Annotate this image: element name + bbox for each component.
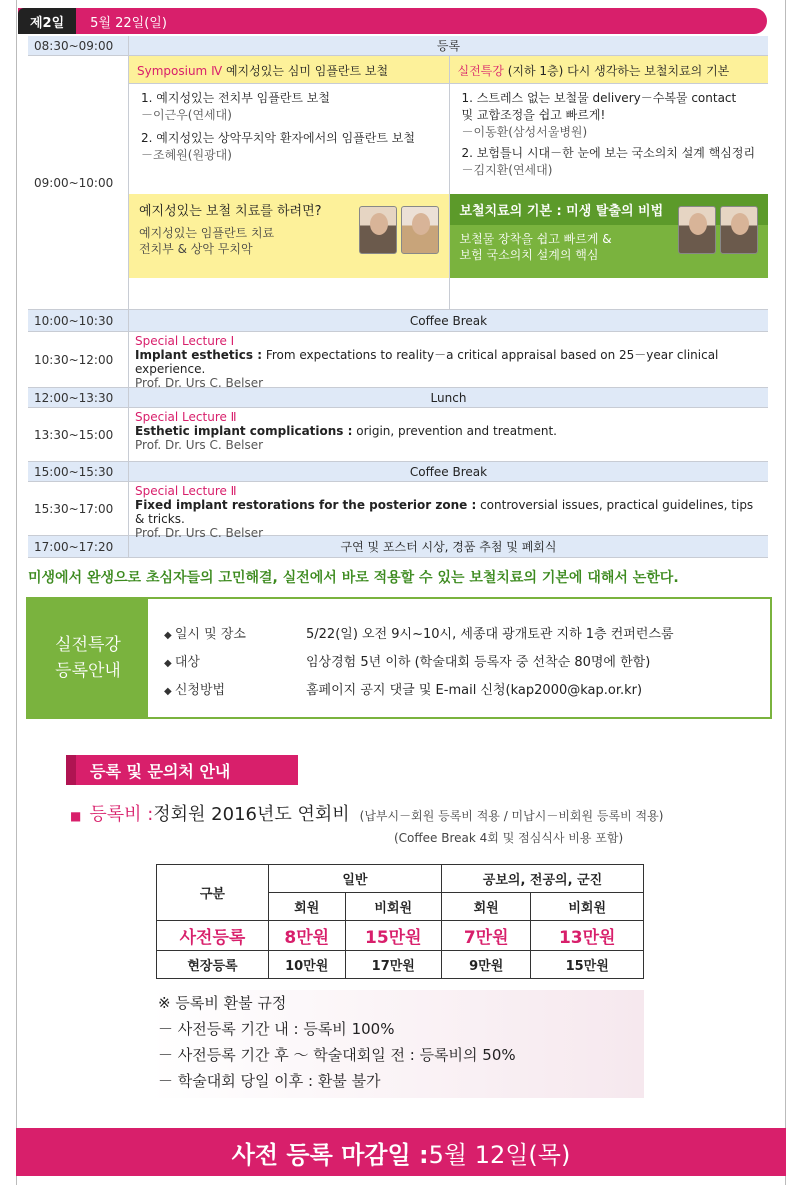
event-cell: Coffee Break — [128, 462, 768, 481]
info-value: 홈페이지 공지 댓글 및 E-mail 신청(kap2000@kap.or.kr) — [306, 683, 643, 698]
symposium-body — [450, 84, 769, 194]
symposium-title: 예지성있는 심미 임플란트 보철 — [225, 64, 389, 78]
speaker-photos — [359, 206, 439, 254]
schedule-row — [28, 482, 768, 540]
lecture-desc: From expectations to reality－a critical appraisal based on 25－year clinical experience. — [135, 348, 719, 376]
table-header: 일반 — [268, 865, 441, 893]
refund-line: ※ 등록비 환불 규정 — [158, 994, 287, 1012]
table-row — [157, 951, 644, 979]
time-cell: 10:00~10:30 — [34, 313, 114, 328]
time-cell: 15:00~15:30 — [34, 464, 114, 479]
symposium-header — [450, 56, 769, 84]
schedule-row — [28, 56, 768, 310]
time-cell: 12:00~13:30 — [34, 390, 114, 405]
lecture-cell — [128, 332, 768, 390]
schedule-row — [28, 332, 768, 388]
fee-table — [156, 864, 644, 979]
lecture-tag: Special Lecture Ⅱ — [135, 484, 237, 498]
schedule-row — [28, 408, 768, 462]
fee-label: 등록비 : — [89, 804, 154, 825]
table-row — [157, 921, 644, 951]
lecturer: Prof. Dr. Urs C. Belser — [135, 376, 264, 390]
footer-title: 보철치료의 기본 : 미생 탈출의 비법 — [450, 194, 769, 225]
section-title: 등록 및 문의처 안내 — [66, 755, 298, 785]
table-cell: 현장등록 — [157, 951, 269, 979]
info-lines — [148, 599, 690, 717]
info-label — [28, 599, 148, 717]
refund-line: － 사전등록 기간 후 ～ 학술대회일 전 : 등록비의 50% — [158, 1046, 516, 1064]
schedule-table — [28, 36, 768, 558]
symposium-title: (지하 1층) 다시 생각하는 보철치료의 기본 — [507, 64, 730, 78]
lecture-cell — [128, 482, 768, 540]
fee-note: (납부시－회원 등록비 적용 / 미납시－비회원 등록비 적용) — [359, 809, 664, 823]
speaker: －이동환(삼성서울병원) — [461, 125, 588, 139]
table-header: 공보의, 전공의, 군진 — [442, 865, 644, 893]
symposium-body — [129, 84, 449, 194]
table-cell: 7만원 — [442, 921, 531, 951]
info-value: 5/22(일) 오전 9시~10시, 세종대 광개토관 지하 1층 컨퍼런스룸 — [306, 627, 674, 642]
talk-title: 1. 스트레스 없는 보철물 delivery－수복물 contact — [461, 91, 737, 105]
info-line — [164, 621, 674, 649]
lecturer: Prof. Dr. Urs C. Belser — [135, 438, 264, 452]
deadline-date: 5월 12일(목) — [428, 1140, 571, 1169]
table-header: 회원 — [442, 893, 531, 921]
lecture-cell — [128, 408, 768, 461]
refund-policy — [150, 990, 644, 1098]
symposium-right — [449, 56, 769, 309]
table-header: 비회원 — [345, 893, 441, 921]
table-cell: 13만원 — [531, 921, 644, 951]
table-header: 비회원 — [531, 893, 644, 921]
info-key: ◆ 일시 및 장소 — [164, 621, 306, 649]
day-label: 제2일 — [18, 8, 76, 34]
time-cell: 13:30~15:00 — [34, 427, 114, 442]
symposium-tag: Symposium Ⅳ — [137, 64, 223, 78]
event-cell: 등록 — [128, 36, 768, 55]
time-cell: 10:30~12:00 — [34, 352, 114, 367]
info-label-line: 등록안내 — [55, 661, 121, 681]
talk-title: 1. 예지성있는 전치부 임플란트 보철 — [141, 91, 330, 105]
lecture-desc: origin, prevention and treatment. — [352, 424, 557, 438]
footer-sub: 보철물 장착을 쉽고 빠르게 & — [459, 232, 612, 246]
speaker-photo — [720, 206, 758, 254]
lecturer: Prof. Dr. Urs C. Belser — [135, 526, 264, 540]
speaker-photo — [401, 206, 439, 254]
time-cell: 08:30~09:00 — [34, 38, 114, 53]
square-bullet-icon: ■ — [70, 809, 82, 823]
lecture-title: Fixed implant restorations for the posterior zone : — [135, 498, 477, 512]
info-label-line: 실전특강 — [55, 635, 121, 655]
symposium-footer — [129, 194, 449, 278]
table-header: 구분 — [157, 865, 269, 921]
fee-value: 정회원 2016년도 연회비 — [153, 804, 350, 825]
speaker-photos — [678, 206, 758, 254]
info-value: 임상경험 5년 이하 (학술대회 등록자 중 선착순 80명에 한함) — [306, 655, 651, 670]
table-cell: 10만원 — [268, 951, 345, 979]
table-cell: 사전등록 — [157, 921, 269, 951]
table-cell: 8만원 — [268, 921, 345, 951]
registration-info-box — [26, 597, 772, 719]
event-cell: 구연 및 포스터 시상, 경품 추첨 및 폐회식 — [128, 536, 768, 557]
schedule-row — [28, 536, 768, 558]
info-key: ◆ 신청방법 — [164, 677, 306, 705]
lecture-tag: Special Lecture Ⅰ — [135, 334, 235, 348]
info-line — [164, 649, 674, 677]
lecture-title: Esthetic implant complications : — [135, 424, 353, 438]
time-cell: 15:30~17:00 — [34, 501, 114, 516]
symposium-cell — [128, 56, 768, 309]
speaker-photo — [359, 206, 397, 254]
lecture-tag: Special Lecture Ⅱ — [135, 410, 237, 424]
fee-note2: (Coffee Break 4회 및 점심식사 비용 포함) — [394, 831, 624, 845]
deadline-label: 사전 등록 마감일 : — [231, 1140, 429, 1169]
schedule-row — [28, 462, 768, 482]
refund-line: － 학술대회 당일 이후 : 환불 불가 — [158, 1072, 381, 1090]
talk-title: 2. 예지성있는 상악무치악 환자에서의 임플란트 보철 — [141, 131, 415, 145]
symposium-header — [129, 56, 449, 84]
talk-title: 및 교합조정을 쉽고 빠르게! — [461, 108, 606, 122]
symposium-tag: 실전특강 — [457, 64, 504, 78]
time-cell: 17:00~17:20 — [34, 539, 114, 554]
fee-line — [70, 800, 663, 826]
speaker: －김지환(연세대) — [461, 163, 553, 177]
symposium-left — [129, 56, 449, 309]
talk-title: 2. 보험틀니 시대－한 눈에 보는 국소의치 설계 핵심정리 — [461, 146, 756, 160]
table-cell: 17만원 — [345, 951, 441, 979]
deadline-banner — [16, 1128, 786, 1176]
event-cell: Coffee Break — [128, 310, 768, 331]
time-cell: 09:00~10:00 — [34, 175, 114, 190]
table-cell: 15만원 — [531, 951, 644, 979]
table-cell: 9만원 — [442, 951, 531, 979]
info-key: ◆ 대상 — [164, 649, 306, 677]
lecture-desc: controversial issues, practical guidelines, tips & tricks. — [135, 498, 754, 526]
schedule-row — [28, 36, 768, 56]
event-cell: Lunch — [128, 388, 768, 407]
tagline: 미생에서 완생으로 초심자들의 고민해결, 실전에서 바로 적용할 수 있는 보철치료의 기본에 대해서 논한다. — [28, 570, 679, 586]
footer-sub: 전치부 & 상악 무치악 — [139, 242, 253, 256]
footer-title: 예지성있는 보철 치료를 하려면? — [139, 204, 322, 219]
speaker: －조혜원(원광대) — [141, 148, 232, 162]
table-row — [157, 865, 644, 893]
day-header — [18, 8, 767, 34]
lecture-title: Implant esthetics : — [135, 348, 263, 362]
table-header: 회원 — [268, 893, 345, 921]
schedule-row — [28, 388, 768, 408]
schedule-row — [28, 310, 768, 332]
refund-line: － 사전등록 기간 내 : 등록비 100% — [158, 1020, 395, 1038]
footer-sub: 예지성있는 임플란트 치료 — [139, 226, 275, 240]
info-line — [164, 677, 674, 705]
speaker-photo — [678, 206, 716, 254]
day-date: 5월 22일(일) — [90, 15, 167, 31]
symposium-footer — [450, 194, 769, 278]
table-cell: 15만원 — [345, 921, 441, 951]
speaker: －이근우(연세대) — [141, 108, 232, 122]
footer-sub: 보험 국소의치 설계의 핵심 — [459, 248, 599, 262]
